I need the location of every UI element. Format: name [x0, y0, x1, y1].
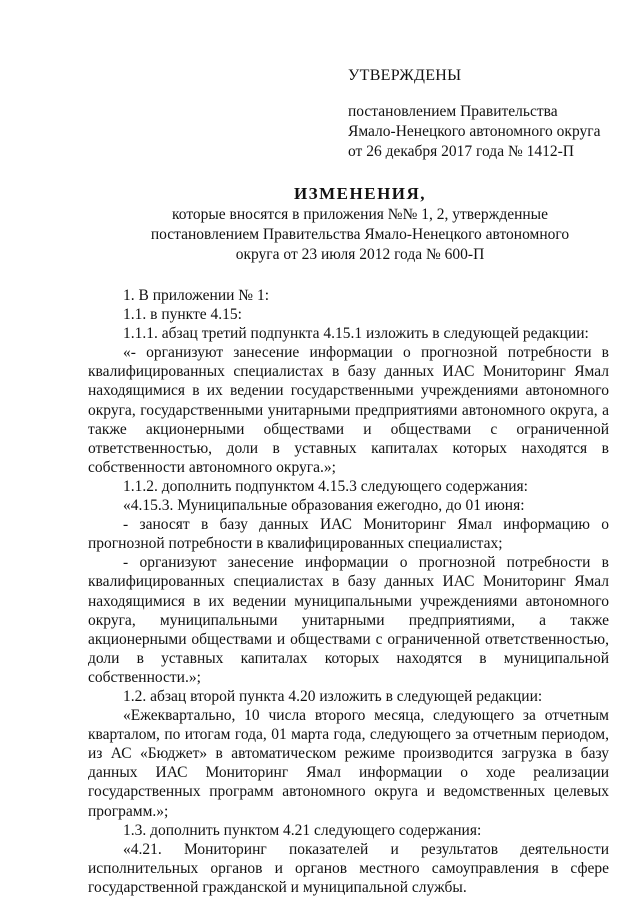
- approval-heading: УТВЕРЖДЕНЫ: [348, 67, 462, 84]
- body-paragraph: «4.15.3. Муниципальные образования ежегодно, до 01 июня:: [123, 497, 525, 515]
- approval-line: Ямало-Ненецкого автономного округа: [348, 123, 601, 140]
- document-title-block: [80, 184, 640, 265]
- document-subtitle-line: которые вносятся в приложения №№ 1, 2, утвержденные: [172, 206, 548, 223]
- document-subtitle-line: округа от 23 июля 2012 года № 600-П: [235, 246, 485, 263]
- document-body: [88, 286, 609, 897]
- body-paragraph: 1.1.2. дополнить подпунктом 4.15.3 следующего содержания:: [123, 477, 528, 495]
- document-subtitle-line: постановлением Правительства Ямало-Ненецкого автономного: [150, 226, 570, 243]
- body-paragraph: 1.1.1. абзац третий подпункта 4.15.1 изложить в следующей редакции:: [123, 325, 589, 343]
- approval-line: от 26 декабря 2017 года № 1412-П: [348, 143, 574, 160]
- body-paragraph: 1. В приложении № 1:: [123, 287, 270, 304]
- document-title: ИЗМЕНЕНИЯ,: [293, 184, 427, 203]
- body-paragraph: 1.1. в пункте 4.15:: [123, 306, 242, 324]
- body-paragraph: «- организуют занесение информации о прогнозной потребности в квалифицированных специалистах в базу данных ИАС Мониторинг Ямал находящимися в их ведении государственными учреждениями автономного округа, государственными унитарными предприятиями автономного округа, а также акционерными обществами и обществами с ограниченной ответственностью, доли в уставных капиталах которых находятся в собственности автономного округа.»;: [88, 344, 609, 476]
- body-paragraph: 1.2. абзац второй пункта 4.20 изложить в следующей редакции:: [123, 687, 543, 705]
- approval-line: постановлением Правительства: [348, 103, 558, 120]
- approval-block: [348, 66, 628, 162]
- body-paragraph: «4.21. Мониторинг показателей и результатов деятельности исполнительных органов и органов местного самоуправления в сфере государственной гражданской и муниципальной службы.: [88, 840, 609, 896]
- body-paragraph: 1.3. дополнить пунктом 4.21 следующего содержания:: [123, 821, 482, 839]
- body-paragraph: - заносят в базу данных ИАС Мониторинг Ямал информацию о прогнозной потребности в квалифицированных специалистах;: [88, 516, 609, 553]
- body-paragraph: - организуют занесение информации о прогнозной потребности в квалифицированных специалистах в базу данных ИАС Мониторинг Ямал находящимися в их ведении муниципальными учреждениями автономного округа, муниципальными унитарными предприятиями, а также акционерными обществами и обществами с ограниченной ответственностью, доли в уставных капиталах которых находятся в муниципальной собственности.»;: [88, 554, 609, 686]
- body-paragraph: «Ежеквартально, 10 числа второго месяца, следующего за отчетным кварталом, по итогам года, 01 марта года, следующего за отчетным периодом, из АС «Бюджет» в автоматическом режиме производится загрузка в базу данных ИАС Мониторинг Ямал информации о ходе реализации государственных программ автономного округа и ведомственных целевых программ.»;: [88, 707, 609, 820]
